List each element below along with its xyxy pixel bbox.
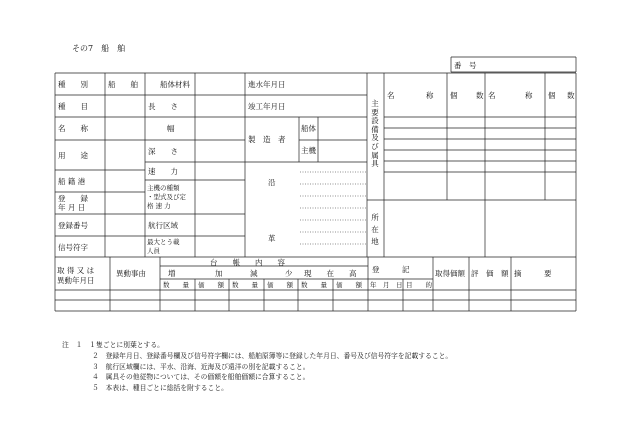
label-sentai: 船体 (301, 124, 316, 133)
label-enkaku-2: 革 (268, 234, 276, 243)
label-haba: 幅 (167, 124, 175, 133)
label-fukasa: 深 さ (148, 147, 178, 156)
number-label: 番 号 (454, 61, 477, 70)
label-kakaku-2: 価 額 (267, 281, 293, 289)
label-sokuryoku: 速 力 (148, 167, 178, 176)
label-seizosha: 製 造 者 (248, 135, 286, 144)
label-sho: 少 (285, 269, 293, 278)
label-shuki-3: 格 速 力 (147, 202, 171, 210)
equip-col-count-2: 数 (476, 91, 484, 100)
label-meisho: 名 称 (58, 124, 88, 133)
label-daicho: 台 帳 内 容 (210, 258, 285, 267)
page-title: その7 船 舶 (72, 44, 126, 53)
note-4: ４ 属具その他従物については、その価額を船舶価額に合算すること。 (92, 373, 310, 381)
label-shutoku-2: 異動年月日 (57, 276, 95, 285)
label-shunko: 竣工年月日 (248, 102, 286, 111)
label-shutoku-kakaku: 取得価額 (435, 269, 465, 278)
label-zo: 増 (168, 269, 176, 278)
equip-col-name-1: 名 (387, 91, 395, 100)
note-2: ２ 登録年月日、登録番号欄及び信号符字欄には、船舶原簿等に登録した年月日、番号及び信号符字を記載すること。 (92, 352, 453, 360)
label-toroku-2: 年 月 日 (58, 203, 86, 212)
label-shingo: 信号符字 (58, 243, 88, 252)
label-location-vertical: 所在地 (371, 213, 379, 246)
label-toki: 登 記 (372, 265, 410, 274)
label-kakaku-3: 価 額 (336, 281, 362, 289)
label-shubetsu: 種 別 (58, 80, 88, 89)
note-1: 注 １ １隻ごとに別葉とする。 (62, 341, 164, 349)
label-shumoku: 種 目 (58, 102, 88, 111)
note-5: ５ 本表は、種目ごとに総括を附すること。 (92, 384, 228, 392)
label-kakaku-1: 価 額 (198, 281, 224, 289)
label-saidai-2: 人員 (147, 247, 160, 255)
label-gen: 減 (250, 269, 258, 278)
label-sempaku: 船 舶 (108, 80, 138, 89)
equip-col-name-3: 名 (488, 91, 496, 100)
label-suryo-3: 数 量 (301, 281, 327, 289)
label-nengappi: 年 月 日 (370, 281, 403, 289)
note-3: ３ 航行区域欄には、平水、沿海、近海及び遠洋の別を記載すること。 (92, 363, 310, 371)
label-shuki: 主機 (301, 146, 316, 155)
label-mokuteki: 目 的 (406, 281, 432, 289)
label-toroku-1: 登 録 (58, 194, 88, 203)
label-toroku-bango: 登録番号 (58, 221, 88, 230)
label-shuki-1: 主機の種類 (147, 184, 180, 192)
label-senseki: 船 籍 港 (58, 177, 86, 186)
label-enkaku-1: 沿 (268, 178, 276, 187)
label-hyoka-kakaku: 評 価 額 (471, 269, 509, 278)
label-suryo-2: 数 量 (232, 281, 258, 289)
label-kokou: 航行区域 (148, 221, 178, 230)
label-shinsui: 進水年月日 (248, 80, 286, 89)
label-ido-jiyu: 異動事由 (116, 269, 146, 278)
equip-col-name-2: 称 (426, 91, 434, 100)
equip-col-count-3: 個 (548, 91, 556, 100)
equip-col-count-4: 数 (567, 91, 575, 100)
label-saidai-1: 最大とう載 (147, 238, 180, 246)
label-nagasa: 長 さ (148, 102, 178, 111)
equip-col-name-4: 称 (525, 91, 533, 100)
label-shuki-2: ・型式及び定 (147, 193, 186, 201)
label-yoto: 用 途 (58, 151, 88, 160)
label-genzai: 現 在 高 (304, 269, 357, 278)
label-tekiyo: 摘 要 (514, 269, 552, 278)
equip-col-count-1: 個 (450, 91, 458, 100)
label-shutoku-1: 取 得 又 は (57, 266, 95, 275)
label-ka: 加 (215, 269, 223, 278)
label-sentai-zairyo: 船体材料 (160, 80, 190, 89)
label-suryo-1: 数 量 (163, 281, 189, 289)
label-equip-vertical: 主要設備及び属具 (371, 99, 379, 169)
